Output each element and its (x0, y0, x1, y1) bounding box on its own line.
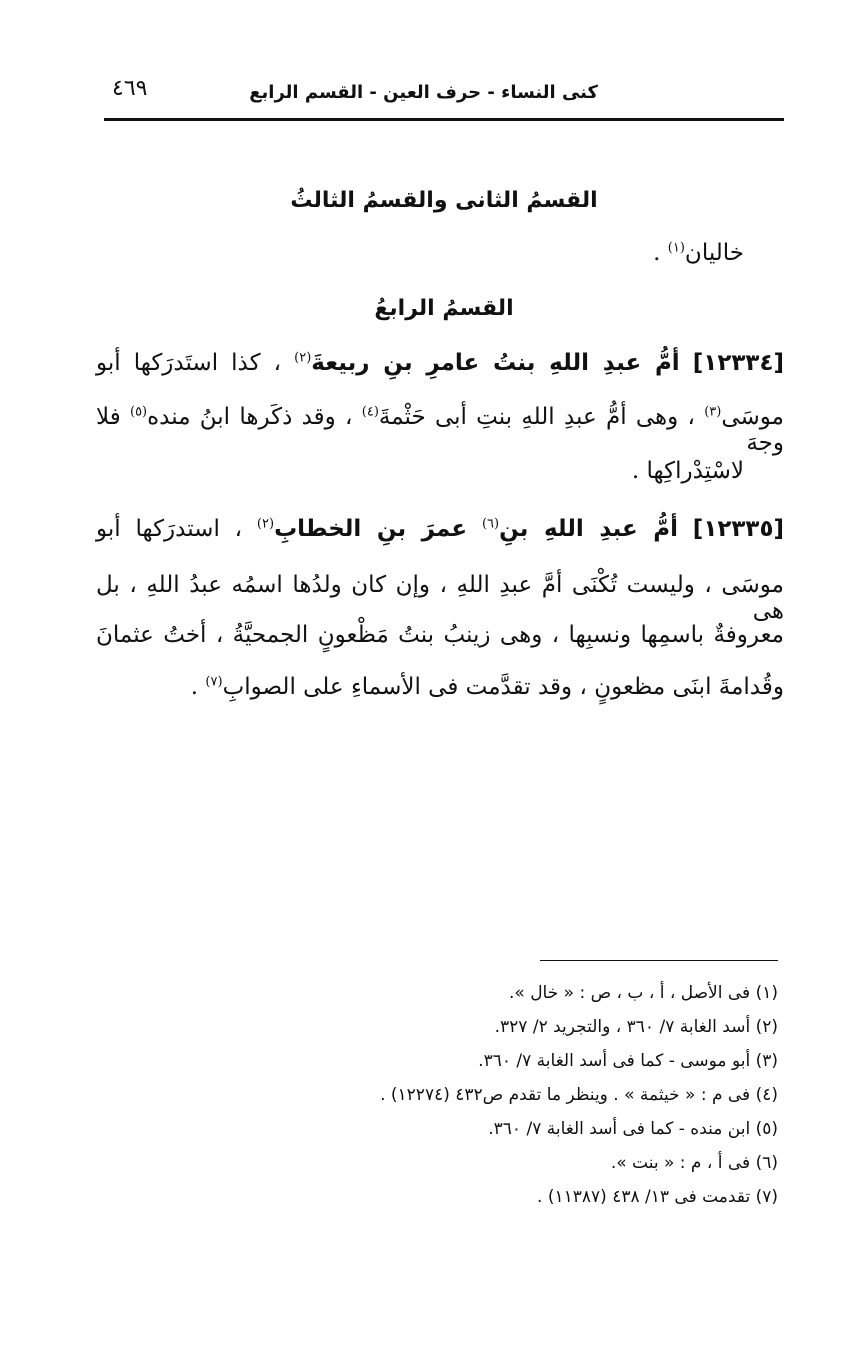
running-title: كنى النساء - حرف العين - القسم الرابع (249, 82, 598, 103)
sentence-end: . (190, 674, 206, 700)
section-heading-4: القسمُ الرابعُ (374, 296, 514, 321)
entry-number: [١٢٣٣٥] (692, 516, 785, 542)
entry-text: ، وهى أمُّ عبدِ اللهِ بنتِ أبى حَثْمةَ (378, 404, 695, 430)
entry-number: [١٢٣٣٤] (692, 350, 785, 376)
sentence-end: . (653, 240, 668, 266)
footnote-ref: (٢) (294, 350, 312, 366)
footnote-ref: (٤) (361, 404, 379, 420)
footnote-ref: (٦) (481, 516, 500, 532)
footnotes (218, 976, 778, 1214)
entry-text: ، كذا استَدرَكها أبو (96, 350, 282, 376)
entry-12334-line-2 (96, 404, 784, 456)
footnote-1: (١) فى الأصل ، أ ، ب ، ص : « خال ». (509, 983, 778, 1003)
entry-12335-line-4 (191, 674, 784, 700)
entry-text: فلا وجهَ (96, 404, 784, 456)
footnote-4: (٤) فى م : « خيثمة » . وينظر ما تقدم ص٤٣٢ (١٢٢٧٤) . (380, 1085, 778, 1105)
entry-12335-line-2: موسَى ، وليست تُكْنَى أمَّ عبدِ اللهِ ، وإن كان ولدُها اسمُه عبدُ اللهِ ، بل هى (96, 572, 784, 624)
footnote-rule (540, 960, 778, 961)
section-heading-2-3: القسمُ الثانى والقسمُ الثالثُ (290, 188, 598, 213)
footnote-ref: (٢) (256, 516, 275, 532)
footnote-3: (٣) أبو موسى - كما فى أسد الغابة ٧/ ٣٦٠. (478, 1051, 778, 1071)
entry-name: أمُّ عبدِ اللهِ بنِ (499, 516, 678, 542)
page-number: ٤٦٩ (112, 76, 148, 101)
footnote-ref: (١) (667, 240, 685, 256)
entry-12335-line-1 (96, 516, 784, 542)
footnote-ref: (٣) (704, 404, 722, 420)
entry-12334-line-3: لاسْتِدْراكِها . (631, 458, 744, 484)
entry-text: وقُدامةَ ابنَى مظعونٍ ، وقد تقدَّمت فى الأسماءِ على الصوابِ (222, 674, 784, 700)
footnote-ref: (٥) (129, 404, 148, 420)
entry-text: ، استدرَكها أبو (96, 516, 243, 542)
footnote-ref: (٧) (205, 674, 223, 690)
entry-text: ، وقد ذكَرها ابنُ منده (147, 404, 353, 430)
blank-sections-note (653, 240, 744, 266)
footnote-6: (٦) فى أ ، م : « بنت ». (610, 1153, 778, 1173)
footnote-2: (٢) أسد الغابة ٧/ ٣٦٠ ، والتجريد ٢/ ٣٢٧. (494, 1017, 778, 1037)
entry-name: عمرَ بنِ الخطابِ (274, 516, 468, 542)
entry-text: موسَى (721, 404, 785, 430)
running-header (104, 74, 784, 114)
blank-text: خاليان (684, 240, 744, 266)
entry-name: أمُّ عبدِ اللهِ بنتُ عامرِ بنِ ربيعةَ (311, 350, 680, 376)
footnote-7: (٧) تقدمت فى ١٣/ ٤٣٨ (١١٣٨٧) . (537, 1187, 778, 1207)
entry-12334-line-1 (96, 350, 784, 376)
entry-12335-line-3: معروفةٌ باسمِها ونسبِها ، وهى زينبُ بنتُ مَظْعونٍ الجمحيَّةُ ، أختُ عثمانَ (96, 622, 784, 648)
footnote-5: (٥) ابن منده - كما فى أسد الغابة ٧/ ٣٦٠. (488, 1119, 778, 1139)
header-rule (104, 118, 784, 121)
